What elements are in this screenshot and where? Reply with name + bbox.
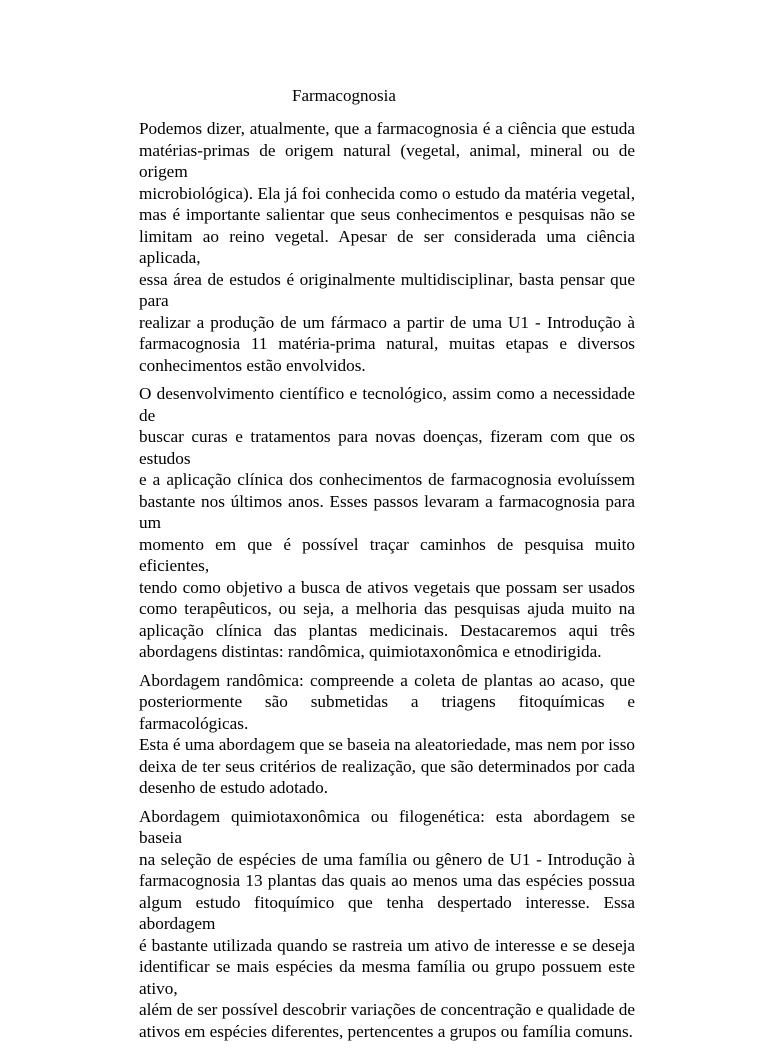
text-line: abordagens distintas: randômica, quimiotaxonômica e etnodirigida.: [139, 642, 602, 661]
body-paragraph: [139, 806, 635, 1043]
text-line: algum estudo fitoquímico que tenha despertado interesse. Essa abordagem: [139, 892, 635, 933]
text-line: O desenvolvimento científico e tecnológico, assim como a necessidade de: [139, 384, 635, 425]
text-line: matérias-primas de origem natural (vegetal, animal, mineral ou de origem: [139, 140, 635, 181]
document-title: Farmacognosia: [292, 86, 396, 105]
text-line: deixa de ter seus critérios de realização, que são determinados por cada: [139, 756, 635, 776]
text-line: ativos em espécies diferentes, pertencentes a grupos ou família comuns.: [139, 1021, 633, 1041]
text-line: é bastante utilizada quando se rastreia um ativo de interesse e se deseja: [139, 935, 635, 955]
text-line: farmacognosia 13 plantas das quais ao menos uma das espécies possua: [139, 871, 635, 890]
text-line: e a aplicação clínica dos conhecimentos de farmacognosia evoluíssem: [139, 470, 635, 489]
body-paragraph: [139, 670, 635, 799]
text-line: limitam ao reino vegetal. Apesar de ser considerada uma ciência aplicada,: [139, 226, 635, 267]
text-line: microbiológica). Ela já foi conhecida como o estudo da matéria vegetal,: [139, 183, 635, 203]
body-paragraph: [139, 383, 635, 663]
text-line: buscar curas e tratamentos para novas doenças, fizeram com que os estudos: [139, 427, 635, 468]
body-paragraph: [139, 118, 635, 376]
text-line: identificar se mais espécies da mesma família ou grupo possuem este ativo,: [139, 957, 635, 998]
text-line: Podemos dizer, atualmente, que a farmacognosia é a ciência que estuda: [139, 119, 635, 138]
text-line: na seleção de espécies de uma família ou gênero de U1 - Introdução à: [139, 849, 635, 869]
text-line: farmacognosia 11 matéria-prima natural, muitas etapas e diversos: [139, 334, 635, 353]
text-line: mas é importante salientar que seus conhecimentos e pesquisas não se: [139, 205, 635, 224]
document-body: [139, 118, 635, 1049]
text-line: como terapêuticos, ou seja, a melhoria das pesquisas ajuda muito na: [139, 599, 635, 618]
text-line: Abordagem randômica: compreende a coleta de plantas ao acaso, que: [139, 670, 635, 690]
text-line: essa área de estudos é originalmente multidisciplinar, basta pensar que para: [139, 269, 635, 310]
text-line: desenho de estudo adotado.: [139, 778, 329, 797]
text-line: momento em que é possível traçar caminhos de pesquisa muito eficientes,: [139, 534, 635, 575]
text-line: bastante nos últimos anos. Esses passos levaram a farmacognosia para um: [139, 491, 635, 532]
text-line: posteriormente são submetidas a triagens fitoquímicas e farmacológicas.: [139, 692, 635, 733]
text-line: Abordagem quimiotaxonômica ou filogenética: esta abordagem se baseia: [139, 806, 635, 847]
text-line: realizar a produção de um fármaco a partir de uma U1 - Introdução à: [139, 312, 635, 332]
text-line: além de ser possível descobrir variações de concentração e qualidade de: [139, 1000, 635, 1019]
text-line: aplicação clínica das plantas medicinais. Destacaremos aqui três: [139, 620, 635, 640]
text-line: tendo como objetivo a busca de ativos vegetais que possam ser usados: [139, 577, 635, 597]
text-line: conhecimentos estão envolvidos.: [139, 355, 366, 375]
text-line: Esta é uma abordagem que se baseia na aleatoriedade, mas nem por isso: [139, 735, 635, 754]
